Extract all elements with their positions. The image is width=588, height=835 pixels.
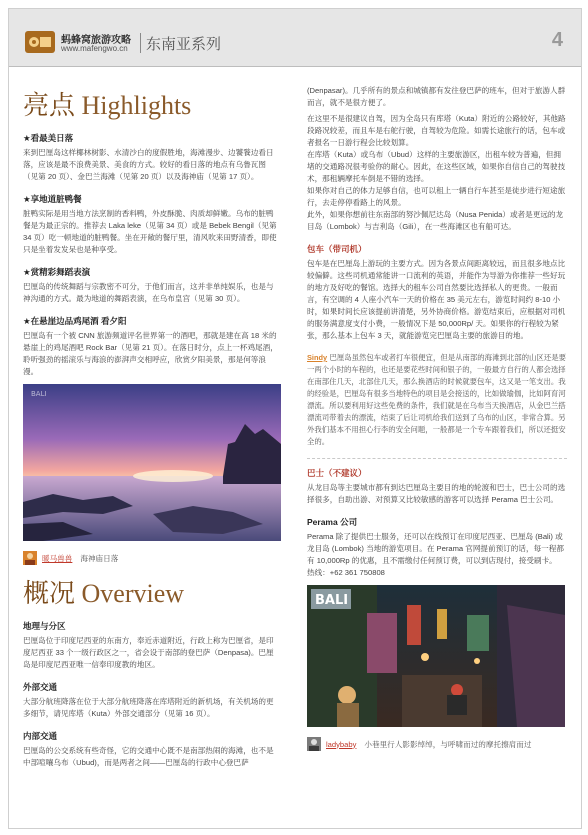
svg-text:BALI: BALI (31, 390, 47, 398)
perama-text: Perama 除了提供巴士服务，还可以在线预订在印度尼西亚、巴厘岛 (Bali) 或龙目岛 (Lombok) 当地的游览项目。在 Perama 官网提前预订的话，每一程都有 10,000Rp 的优惠，且不需缴付任何预订费，可以到店现付，接受刷卡。 (307, 532, 564, 565)
overview-title-cn: 概况 (23, 579, 76, 608)
bali-street-photo (307, 585, 565, 727)
transport-paragraph: 此外，如果你想前往东南部的努沙佩尼达岛（Nusa Penida）或者是更远的龙目岛（Lombok）与吉利岛（Gili），在一些海滩区也有船可达。 (307, 210, 564, 231)
transport-paragraph: 在这里不是很建议自驾，因为全岛只有库塔（Kuta）附近的公路较好，其他路段路况较差，而且车是右舵行驶，自驾较为危险。如需长途旅行的话，包车或者报名一日游行程会比较划算。 (307, 114, 566, 147)
highlight-title: ★赏精彩舞蹈表演 (23, 267, 91, 277)
overview-section-title: 地理与分区 (23, 621, 66, 631)
overview-title-en: Overview (81, 579, 185, 608)
photo-credit-user-link[interactable]: 暖马兽兽 (42, 553, 73, 563)
photo-caption: 海神庙日落 (80, 553, 119, 563)
highlight-text: 巴厘岛的传统舞蹈与宗教密不可分，于他们而言，这并非单纯娱乐，也是与神沟通的方式。最为地道的舞蹈表演，在乌布皇宫（见第 30 页）。 (23, 282, 274, 303)
header-divider (140, 33, 141, 53)
series-title: 东南亚系列 (146, 36, 222, 53)
charter-title: 包车（带司机） (307, 244, 367, 254)
transport-intro: (Denpasar)。几乎所有的景点和城镇都有发往登巴萨的班车，但对于旅游人群而言，就不是很方便了。 (307, 86, 566, 107)
logo-url: www.mafengwo.cn (61, 44, 128, 53)
overview-section-text: 巴厘岛位于印度尼西亚的东南方，奉近赤道附近，行政上称为巴厘省，是印度尼西亚 33 个一级行政区之一，省会设于南部的登巴萨（Denpasa)。巴厘岛是印度尼西亚唯一信奉印度教的地区。 (23, 636, 274, 669)
highlight-text: 巴厘岛有一个被 CNN 旅游频道评名世界第一的酒吧，那就是建在高 18 米的悬崖上的鸡尾酒吧 Rock Bar（见第 21 页）。在落日时分，点上一杯鸡尾酒，聆听强劲的摇滚乐与海浪的澎湃声交相呼应，欣赏夕阳美景，那是何等浪漫。 (23, 331, 278, 376)
highlight-title: ★享地道脏鸭餐 (23, 194, 82, 204)
overview-heading (23, 573, 281, 610)
tip-text: 巴厘岛虽然包车或者打车很便宜，但是从南部的海滩到北部的山区还是要一两个小时的车程的，也还是要花些时间和银子的，一般最方自行的人都会选择在南部住几天，北部住几天，那么换酒店的时候就要包车，这又是一笔支出。我的经验是，巴厘岛有很多当地特色的项目是会接送的，比如做瑜伽，比如阿育河漂流。所以要利用好这些免费的条件，我们就是在乌布当天换酒店，从金巴兰搭漂流司带着去的漂流，结束了后让司机给我们送到了乌布的山区，非常合算。另外我们基本不用担心行李的安全问题，一般都是一个专车跟着我们，所以还挺安全的。 (307, 353, 566, 446)
tip-author-link[interactable]: Sindy (307, 353, 328, 362)
photo-credit (23, 551, 281, 565)
highlight-text: 来到巴厘岛这样椰林树影、水清沙白的度假胜地，海滩漫步、边饕餮边看日落，应该是最不浪费美景、美食的方式。较好的看日落的地点有乌鲁瓦图（见第 20 页）、金巴兰海滩（见第 20 页）以及海神庙（见第 17 页）。 (23, 148, 274, 181)
highlight-title: ★在悬崖边品鸡尾酒 看夕阳 (23, 316, 127, 326)
overview-section-title: 内部交通 (23, 731, 58, 741)
bus-title: 巴士（不建议） (307, 468, 367, 478)
overview-section-title: 外部交通 (23, 682, 58, 692)
highlights-title-en: Highlights (81, 91, 192, 120)
perama-title: Perama 公司 (307, 517, 358, 527)
highlight-text: 脏鸭实际是用当地方法烹制的香料鸭，外皮酥脆、肉质却鲜嫩。乌布的脏鸭餐是为最正宗的。推荐去 Laka leke（见第 34 页）或是 Bebek Bengil（见第 34 页）吃一顿地道的脏鸭餐。坐在开敞的餐厅里，清风吹来田野清香，即使只是坐着发发呆也是种享受。 (23, 209, 277, 254)
section-divider (307, 458, 567, 459)
highlights-heading (23, 85, 281, 122)
perama-phone: 热线：+62 361 750808 (307, 568, 385, 577)
sunset-temple-photo (23, 384, 281, 541)
left-column (23, 85, 281, 779)
overview-section-text: 大部分航班降落在位于大部分航班降落在库塔附近的新机场，有关机场的更多细节，请见库塔（Kuta）外部交通部分（见第 16 页）。 (23, 697, 274, 718)
user-avatar-icon (307, 737, 321, 751)
highlight-title: ★看最美日落 (23, 133, 74, 143)
highlights-title-cn: 亮点 (23, 91, 76, 120)
page-header (9, 9, 581, 67)
bus-text: 从龙目岛等主要城市都有到达巴厘岛主要目的地的轮渡和巴士，巴士公司的选择很多，自助出游、对预算又比较敏感的游客可以选择 Perama 巴士公司。 (307, 483, 566, 504)
mafengwo-logo-icon (25, 31, 55, 53)
logo-brand-name: 蚂蜂窝旅游攻略 (61, 35, 131, 46)
photo-caption: 小巷里行人影影绰绰，与呼啸而过的摩托擦肩而过 (364, 739, 532, 749)
photo-credit-user-link[interactable]: ladybaby (326, 739, 357, 749)
page-number: 4 (551, 29, 563, 51)
transport-paragraph: 在库塔（Kuta）或乌布（Ubud）这样的主要旅游区，出租车较为普遍，但拥堵的交通路况很考验你的耐心。因此，在这些区域，如果你自信自己的驾驶技术，那租辆摩托车倒是不错的选择。 (307, 150, 566, 183)
traveler-tip (307, 352, 567, 448)
page (8, 8, 582, 829)
charter-text: 包车是在巴厘岛上游玩的主要方式。因为各景点间距离较远，而且很多地点比较偏僻。这些司机通常能讲一口流利的英语，并能作为导游为你推荐一些好玩的地方及好吃的餐馆。选择大的租车公司自然要比选择私人的更贵。一般而言，有空调的 4 人座小汽车一天的价格在 35 美元左右，游览时间约 8-10 小时，如果时间长应该提前讲清楚，另外协商价格。游览结束后，应根据对司机的服务满意度支付小费，一般情况下是 50,000Rp/ 天。如果你的行程较为紧张，那么基本上包车 3 天，就能游览完巴厘岛主要的旅游目的地。 (307, 259, 566, 340)
overview-section-text: 巴厘岛的公交系统有些奇怪，它的交通中心既不是南部热闹的海滩，也不是中部喧嚷乌布（Ubud)，而是两者之间——巴厘岛的行政中心登巴萨 (23, 746, 274, 767)
transport-paragraph: 如果你对自己的体力足够自信，也可以租上一辆自行车甚至是徒步进行短途旅行，去走停停看路上的风景。 (307, 186, 566, 207)
svg-text:BALI: BALI (315, 593, 349, 608)
photo-credit (307, 737, 567, 751)
user-avatar-icon (23, 551, 37, 565)
right-column (307, 85, 567, 751)
